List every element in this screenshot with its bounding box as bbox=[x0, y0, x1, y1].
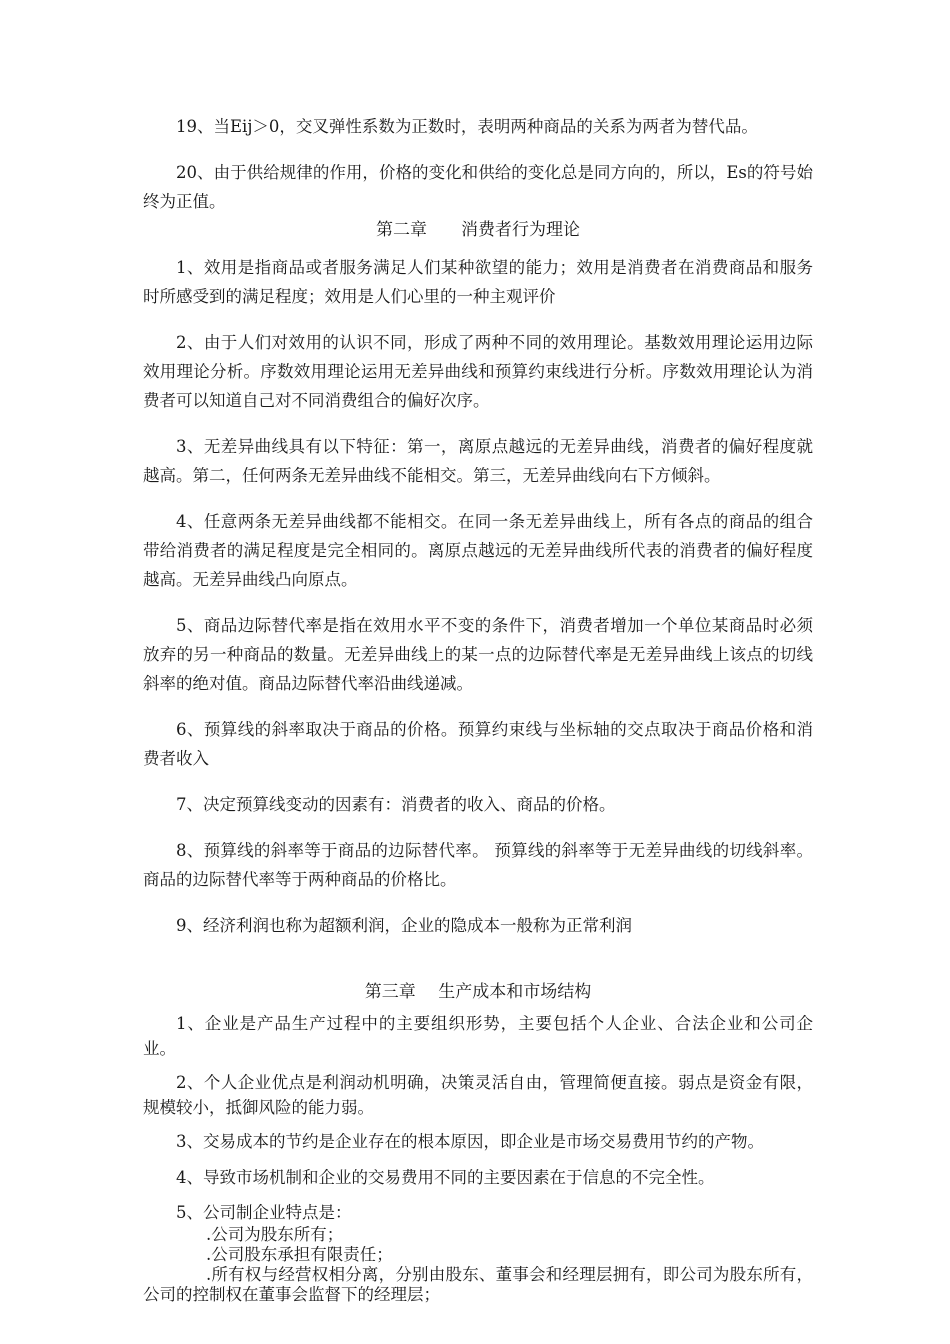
ch2-item-9: 9、经济利润也称为超额利润，企业的隐成本一般称为正常利润 bbox=[176, 916, 632, 935]
chapter3-title: 第三章 生产成本和市场结构 bbox=[364, 982, 592, 1002]
ch3-sub-item-3: .所有权与经营权相分离，分别由股东、董事会和经理层拥有，即公司为股东所有，公司的控制权在董事会监督下的经理层； bbox=[143, 1265, 813, 1304]
paragraph-20: 20、由于供给规律的作用，价格的变化和供给的变化总是同方向的，所以，Es的符号始终为正值。 bbox=[143, 163, 813, 211]
ch3-item-5: 5、公司制企业特点是： bbox=[176, 1203, 352, 1222]
ch3-item-4: 4、导致市场机制和企业的交易费用不同的主要因素在于信息的不完全性。 bbox=[176, 1168, 715, 1187]
ch2-item-8: 8、预算线的斜率等于商品的边际替代率。 预算线的斜率等于无差异曲线的切线斜率。商品的边际替代率等于两种商品的价格比。 bbox=[143, 841, 813, 889]
ch3-item-3: 3、交易成本的节约是企业存在的根本原因，即企业是市场交易费用节约的产物。 bbox=[176, 1132, 764, 1151]
ch3-sub-item-1: .公司为股东所有； bbox=[206, 1225, 344, 1244]
ch2-item-4: 4、任意两条无差异曲线都不能相交。在同一条无差异曲线上，所有各点的商品的组合带给消费者的满足程度是完全相同的。离原点越远的无差异曲线所代表的消费者的偏好程度越高。无差异曲线凸向原点。 bbox=[143, 512, 813, 589]
ch2-item-3: 3、无差异曲线具有以下特征：第一，离原点越远的无差异曲线，消费者的偏好程度就越高。第二，任何两条无差异曲线不能相交。第三，无差异曲线向右下方倾斜。 bbox=[143, 437, 813, 485]
chapter2-title: 第二章 消费者行为理论 bbox=[376, 220, 580, 240]
ch2-item-2: 2、由于人们对效用的认识不同，形成了两种不同的效用理论。基数效用理论运用边际效用理论分析。序数效用理论运用无差异曲线和预算约束线进行分析。序数效用理论认为消费者可以知道自己对不同消费组合的偏好次序。 bbox=[143, 333, 813, 410]
ch2-item-6: 6、预算线的斜率取决于商品的价格。预算约束线与坐标轴的交点取决于商品价格和消费者收入 bbox=[143, 720, 813, 768]
ch2-item-1: 1、效用是指商品或者服务满足人们某种欲望的能力；效用是消费者在消费商品和服务时所感受到的满足程度；效用是人们心里的一种主观评价 bbox=[143, 258, 813, 306]
ch3-sub-item-2: .公司股东承担有限责任； bbox=[206, 1245, 393, 1264]
ch2-item-5: 5、商品边际替代率是指在效用水平不变的条件下，消费者增加一个单位某商品时必须放弃的另一种商品的数量。无差异曲线上的某一点的边际替代率是无差异曲线上该点的切线斜率的绝对值。商品边际替代率沿曲线递减。 bbox=[143, 616, 813, 693]
ch3-item-1: 1、企业是产品生产过程中的主要组织形势，主要包括个人企业、合法企业和公司企业。 bbox=[143, 1014, 813, 1058]
document-page bbox=[143, 112, 813, 1305]
paragraph-19: 19、当Eij＞0，交叉弹性系数为正数时，表明两种商品的关系为两者为替代品。 bbox=[176, 117, 758, 136]
ch2-item-7: 7、决定预算线变动的因素有：消费者的收入、商品的价格。 bbox=[176, 795, 616, 814]
ch3-item-2: 2、个人企业优点是利润动机明确，决策灵活自由，管理简便直接。弱点是资金有限，规模较小，抵御风险的能力弱。 bbox=[143, 1073, 813, 1117]
